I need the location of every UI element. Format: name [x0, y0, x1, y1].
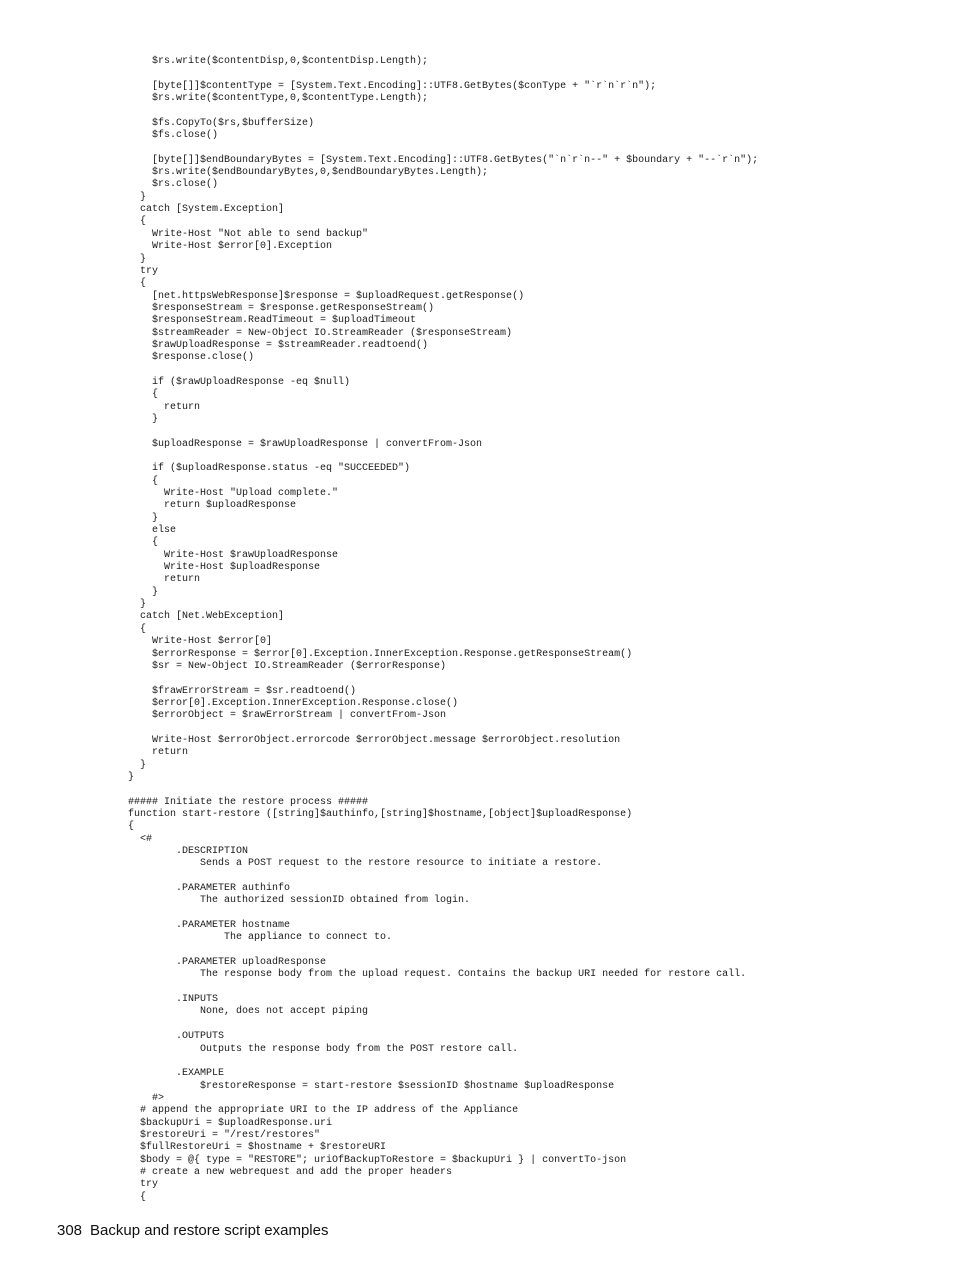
code-line [128, 68, 758, 80]
code-line [128, 1019, 758, 1031]
code-line: $streamReader = New-Object IO.StreamReader ($responseStream) [128, 327, 513, 339]
code-line: } [128, 599, 147, 611]
code-line: #> [128, 1092, 165, 1104]
code-line: <# [128, 833, 153, 845]
page-footer [57, 1222, 328, 1239]
code-line: return [128, 574, 201, 586]
code-line: Outputs the response body from the POST restore call. [128, 1043, 519, 1055]
code-line: { [128, 389, 159, 401]
code-line: $error[0].Exception.InnerException.Response.close() [128, 697, 459, 709]
code-line: $body = @{ type = "RESTORE"; uriOfBackupToRestore = $backupUri } | convertTo-json [128, 1154, 627, 1166]
code-line: } [128, 771, 135, 783]
code-line: try [128, 265, 159, 277]
code-line: Write-Host $uploadResponse [128, 562, 321, 574]
code-line: try [128, 1179, 159, 1191]
code-line: $restoreResponse = start-restore $sessionID $hostname $uploadResponse [128, 1080, 615, 1092]
code-line: if ($uploadResponse.status -eq "SUCCEEDED") [128, 463, 411, 475]
code-line: .PARAMETER uploadResponse [128, 957, 327, 969]
code-line: } [128, 253, 147, 265]
code-line: $fs.close() [128, 130, 219, 142]
code-line: $rs.close() [128, 179, 219, 191]
code-line [128, 451, 758, 463]
code-line [128, 426, 758, 438]
code-line: { [128, 278, 147, 290]
code-line: .EXAMPLE [128, 1068, 225, 1080]
code-line: return [128, 747, 189, 759]
code-line: The authorized sessionID obtained from login. [128, 895, 471, 907]
code-line: None, does not accept piping [128, 1006, 369, 1018]
code-line [128, 908, 758, 920]
code-line: $response.close() [128, 352, 255, 364]
code-line: .OUTPUTS [128, 1031, 225, 1043]
code-line: function start-restore ([string]$authinfo,[string]$hostname,[object]$uploadResponse) [128, 808, 633, 820]
code-line: Sends a POST request to the restore resource to initiate a restore. [128, 858, 603, 870]
code-line [128, 784, 758, 796]
code-line: $uploadResponse = $rawUploadResponse | convertFrom-Json [128, 438, 483, 450]
code-line: { [128, 1191, 147, 1203]
code-line [128, 982, 758, 994]
code-line: Write-Host "Not able to send backup" [128, 228, 369, 240]
code-line: $frawErrorStream = $sr.readtoend() [128, 685, 357, 697]
code-listing [128, 56, 758, 1204]
footer-section-title: Backup and restore script examples [90, 1222, 329, 1239]
code-line: .PARAMETER hostname [128, 920, 291, 932]
code-line: { [128, 821, 135, 833]
code-line [128, 871, 758, 883]
code-line: $rs.write($contentType,0,$contentType.Length); [128, 93, 429, 105]
code-line: if ($rawUploadResponse -eq $null) [128, 376, 351, 388]
code-line [128, 365, 758, 377]
code-line: Write-Host $rawUploadResponse [128, 549, 339, 561]
code-line [128, 105, 758, 117]
code-line: $responseStream.ReadTimeout = $uploadTimeout [128, 315, 417, 327]
code-line: $errorObject = $rawErrorStream | convertFrom-Json [128, 710, 447, 722]
code-line: return $uploadResponse [128, 500, 297, 512]
code-line: $sr = New-Object IO.StreamReader ($errorResponse) [128, 660, 447, 672]
code-line: { [128, 537, 159, 549]
code-line: .DESCRIPTION [128, 846, 249, 857]
code-line [128, 723, 758, 735]
code-line: Write-Host $errorObject.errorcode $errorObject.message $errorObject.resolution [128, 734, 621, 746]
code-line [128, 1056, 758, 1068]
code-line: return [128, 401, 201, 413]
code-line: { [128, 216, 147, 228]
code-line: } [128, 191, 147, 203]
code-line: { [128, 623, 147, 635]
code-line: else [128, 525, 177, 537]
code-line: $responseStream = $response.getResponseStream() [128, 302, 435, 314]
code-line: .INPUTS [128, 994, 219, 1006]
code-line: } [128, 759, 147, 771]
code-line: $fullRestoreUri = $hostname + $restoreURI [128, 1142, 387, 1154]
code-line: # append the appropriate URI to the IP address of the Appliance [128, 1105, 519, 1117]
code-line: $restoreUri = "/rest/restores" [128, 1129, 321, 1141]
code-line: { [128, 475, 159, 487]
code-line: ##### Initiate the restore process ##### [128, 796, 369, 808]
code-line: The appliance to connect to. [128, 932, 393, 944]
code-line: $fs.CopyTo($rs,$bufferSize) [128, 117, 315, 129]
page-number: 308 [57, 1222, 83, 1239]
code-line [128, 673, 758, 685]
code-line: $rs.write($endBoundaryBytes,0,$endBoundaryBytes.Length); [128, 167, 489, 179]
code-line: catch [System.Exception] [128, 204, 285, 216]
code-line: Write-Host $error[0] [128, 636, 273, 648]
code-line: } [128, 413, 159, 425]
code-line: $backupUri = $uploadResponse.uri [128, 1117, 333, 1129]
code-line: } [128, 512, 159, 524]
code-line: Write-Host "Upload complete." [128, 488, 339, 500]
code-line: [net.httpsWebResponse]$response = $uploadRequest.getResponse() [128, 290, 525, 302]
code-line: .PARAMETER authinfo [128, 883, 291, 895]
code-line: # create a new webrequest and add the proper headers [128, 1166, 453, 1178]
code-line: $errorResponse = $error[0].Exception.InnerException.Response.getResponseStream() [128, 648, 633, 660]
code-line [128, 945, 758, 957]
code-line: The response body from the upload request. Contains the backup URI needed for restore call. [128, 969, 747, 981]
code-line: [byte[]]$contentType = [System.Text.Encoding]::UTF8.GetBytes($conType + "`r`n`r`n"); [128, 80, 657, 92]
code-line: $rs.write($contentDisp,0,$contentDisp.Length); [128, 56, 429, 67]
code-line: [byte[]]$endBoundaryBytes = [System.Text.Encoding]::UTF8.GetBytes("`n`r`n--" + $boundary + "--`r`n"); [128, 154, 759, 166]
code-line: } [128, 586, 159, 598]
code-line: $rawUploadResponse = $streamReader.readtoend() [128, 339, 429, 351]
code-line: Write-Host $error[0].Exception [128, 241, 333, 253]
code-line [128, 142, 758, 154]
code-line: catch [Net.WebException] [128, 611, 285, 623]
